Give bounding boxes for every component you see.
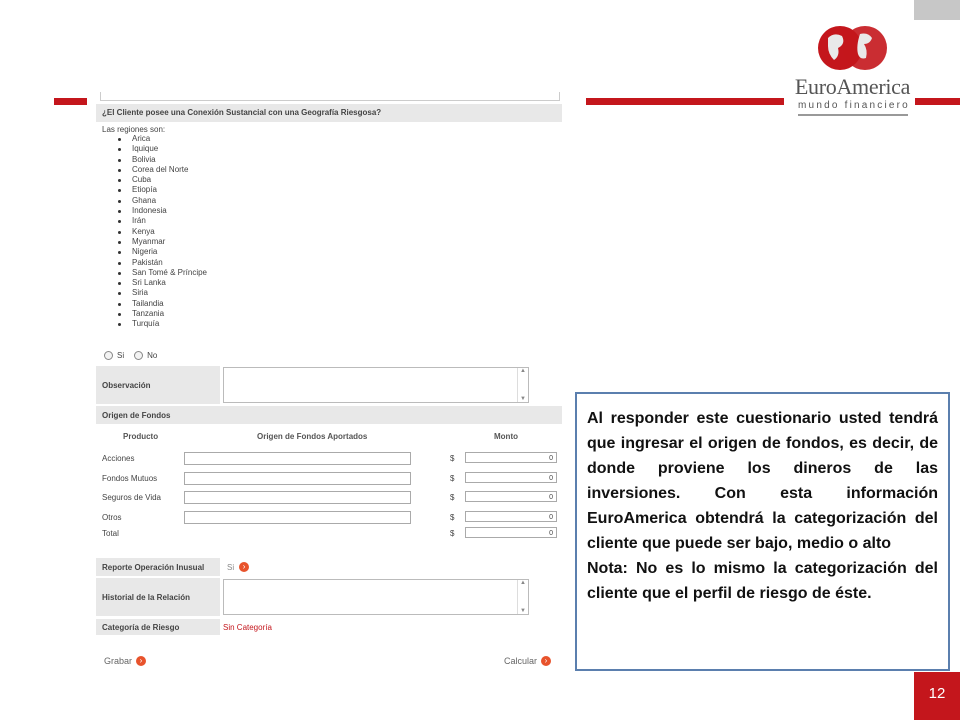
region-item: Corea del Norte <box>118 165 207 175</box>
fund-row-label: Otros <box>102 512 122 522</box>
observacion-label: Observación <box>96 366 220 404</box>
page-number: 12 <box>914 672 960 720</box>
globe-logo-icon <box>790 22 915 74</box>
col-origen: Origen de Fondos Aportados <box>257 432 368 441</box>
reporte-value-group <box>227 562 249 572</box>
fund-currency: $ <box>450 493 455 502</box>
fund-currency: $ <box>450 454 455 463</box>
fund-origin-input[interactable] <box>184 491 411 504</box>
radio-no-label: No <box>147 351 158 360</box>
region-item: Myanmar <box>118 237 207 247</box>
region-item: Cuba <box>118 175 207 185</box>
geography-question: ¿El Cliente posee una Conexión Sustancial con una Geografía Riesgosa? <box>96 104 562 122</box>
fund-currency: $ <box>450 473 455 483</box>
region-item: Nigeria <box>118 247 207 257</box>
observacion-textarea[interactable] <box>223 367 529 403</box>
fund-amount-input[interactable]: 0 <box>465 472 557 483</box>
header-red-bar-left <box>54 98 87 105</box>
regions-list <box>118 134 207 330</box>
radio-yes-label: Si <box>117 351 125 360</box>
origen-fondos-header: Origen de Fondos <box>96 406 562 424</box>
total-label: Total <box>102 529 119 538</box>
fund-currency: $ <box>450 512 455 522</box>
grabar-button[interactable] <box>104 656 146 666</box>
explanation-callout <box>575 392 950 671</box>
region-item: Tanzania <box>118 309 207 319</box>
callout-note: Nota: No es lo mismo la categorización del cliente que el perfil de riesgo de éste. <box>587 560 938 602</box>
fund-amount-input[interactable]: 0 <box>465 452 557 463</box>
geography-radio-group <box>104 351 157 360</box>
grabar-label: Grabar <box>104 656 133 666</box>
logo-underline <box>798 114 908 116</box>
region-item: Kenya <box>118 227 207 237</box>
region-item: Ghana <box>118 196 207 206</box>
historial-textarea[interactable] <box>223 579 529 615</box>
categoria-value: Sin Categoría <box>223 623 272 632</box>
reporte-label: Reporte Operación Inusual <box>96 558 220 576</box>
region-item: Pakistán <box>118 258 207 268</box>
corner-gray-block <box>914 0 960 20</box>
historial-label: Historial de la Relación <box>96 578 220 616</box>
radio-no[interactable] <box>134 351 143 360</box>
calcular-button[interactable] <box>504 656 551 666</box>
fund-origin-input[interactable] <box>184 452 411 465</box>
radio-yes[interactable] <box>104 351 113 360</box>
regions-title: Las regiones son: <box>102 125 166 134</box>
reporte-arrow-icon[interactable]: › <box>239 562 249 572</box>
region-item: Siria <box>118 288 207 298</box>
region-item: Etiopía <box>118 185 207 195</box>
reporte-value: Si <box>227 562 235 572</box>
fund-row-label: Seguros de Vida <box>102 493 162 502</box>
fund-amount-input[interactable]: 0 <box>465 491 557 502</box>
col-producto: Producto <box>123 432 159 441</box>
col-monto: Monto <box>494 432 518 441</box>
fund-row-label: Fondos Mutuos <box>102 473 158 483</box>
grabar-arrow-icon: › <box>136 656 146 666</box>
region-item: San Tomé & Príncipe <box>118 268 207 278</box>
region-item: Turquía <box>118 319 207 329</box>
callout-text: Al responder este cuestionario usted tendrá que ingresar el origen de fondos, es decir, de donde proviene los dineros de las inversiones. Con esta información EuroAmerica obtendrá la categorización del cliente que puede ser bajo, medio o alto <box>587 410 938 552</box>
fund-row-label: Acciones <box>102 454 135 463</box>
region-item: Bolivia <box>118 155 207 165</box>
total-amount: 0 <box>465 527 557 538</box>
header-red-bar-middle <box>586 98 784 105</box>
region-item: Sri Lanka <box>118 278 207 288</box>
calcular-arrow-icon: › <box>541 656 551 666</box>
region-item: Arica <box>118 134 207 144</box>
total-currency: $ <box>450 529 455 538</box>
logo-wordmark: EuroAmerica <box>794 74 911 99</box>
region-item: Irán <box>118 216 207 226</box>
fund-origin-input[interactable] <box>184 472 411 485</box>
observacion-scrollbar[interactable]: ▲ ▼ <box>517 368 528 402</box>
region-item: Indonesia <box>118 206 207 216</box>
region-item: Tailandia <box>118 299 207 309</box>
previous-field <box>100 92 560 101</box>
fund-origin-input[interactable] <box>184 511 411 524</box>
header-red-bar-right <box>915 98 960 105</box>
calcular-label: Calcular <box>504 656 538 666</box>
region-item: Iquique <box>118 144 207 154</box>
logo-tagline: mundo financiero <box>798 100 910 111</box>
historial-scrollbar[interactable]: ▲ ▼ <box>517 580 528 614</box>
risk-form <box>96 92 562 682</box>
fund-amount-input[interactable]: 0 <box>465 511 557 522</box>
euroamerica-logo <box>790 22 915 118</box>
categoria-label: Categoría de Riesgo <box>96 619 220 635</box>
